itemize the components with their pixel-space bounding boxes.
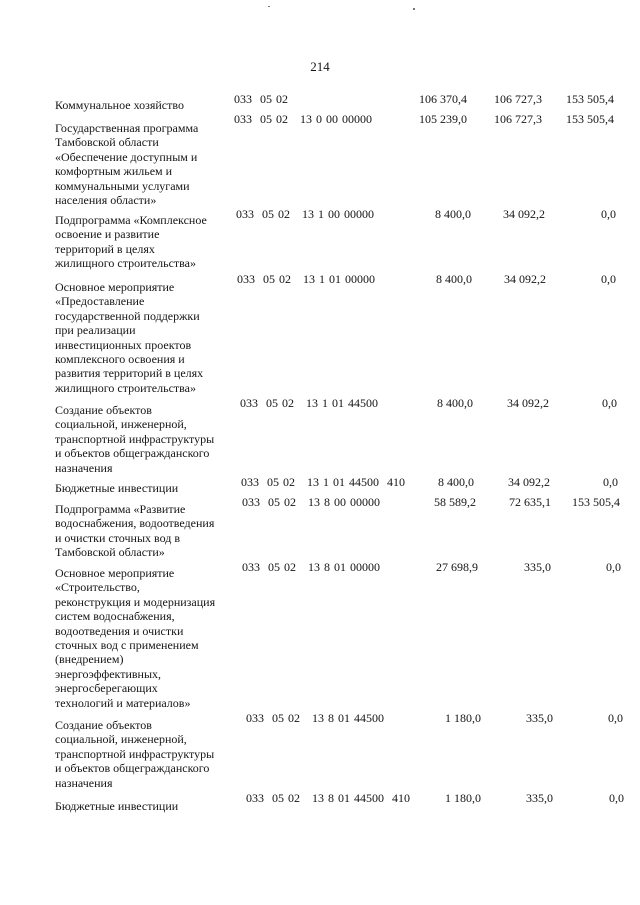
amount-col-3: 0,0	[601, 272, 616, 286]
scan-speck	[268, 6, 270, 7]
row-code: 033 05 02	[234, 92, 288, 106]
row-name: Подпрограмма «Развитие водоснабжения, водоотведения и очистки сточных вод в Тамбовской области»	[55, 502, 215, 560]
amount-col-1: 8 400,0	[436, 272, 472, 286]
row-name: Создание объектов социальной, инженерной, транспортной инфраструктуры и объектов общегражданского назначения	[55, 403, 215, 475]
row-name: Государственная программа Тамбовской области «Обеспечение доступным и комфортным жильем и коммунальными услугами населения области»	[55, 121, 199, 208]
row-code: 033 05 02 13 1 01 44500 410	[241, 475, 405, 489]
row-name: Основное мероприятие «Предоставление государственной поддержки при реализации инвестиционных проектов комплексного освоения и развития территорий в целях жилищного строительства»	[55, 280, 204, 395]
amount-col-2: 34 092,2	[507, 396, 549, 410]
amount-col-1: 8 400,0	[437, 396, 473, 410]
row-name: Коммунальное хозяйство	[55, 98, 184, 112]
amount-col-1: 105 239,0	[419, 112, 467, 126]
amount-col-1: 58 589,2	[434, 495, 476, 509]
row-name: Бюджетные инвестиции	[55, 481, 179, 495]
amount-col-3: 153 505,4	[572, 495, 620, 509]
amount-col-3: 0,0	[602, 396, 617, 410]
amount-col-1: 1 180,0	[445, 711, 481, 725]
amount-col-3: 0,0	[603, 475, 618, 489]
amount-col-1: 1 180,0	[445, 791, 481, 805]
amount-col-1: 27 698,9	[436, 560, 478, 574]
row-code: 033 05 02 13 1 00 00000	[236, 207, 374, 221]
amount-col-2: 335,0	[524, 560, 551, 574]
page-number: 214	[310, 59, 330, 74]
row-code: 033 05 02 13 8 01 44500 410	[246, 791, 410, 805]
amount-col-2: 72 635,1	[509, 495, 551, 509]
amount-col-2: 34 092,2	[503, 207, 545, 221]
row-code: 033 05 02 13 8 01 44500	[246, 711, 384, 725]
amount-col-3: 153 505,4	[566, 92, 614, 106]
amount-col-2: 106 727,3	[494, 92, 542, 106]
amount-col-2: 34 092,2	[504, 272, 546, 286]
row-name: Бюджетные инвестиции	[55, 799, 179, 813]
amount-col-2: 335,0	[526, 711, 553, 725]
amount-col-1: 8 400,0	[438, 475, 474, 489]
scan-speck	[413, 8, 415, 10]
amount-col-2: 34 092,2	[508, 475, 550, 489]
amount-col-2: 335,0	[526, 791, 553, 805]
amount-col-3: 153 505,4	[566, 112, 614, 126]
row-code: 033 05 02 13 1 01 44500	[240, 396, 378, 410]
row-name: Создание объектов социальной, инженерной, транспортной инфраструктуры и объектов общегражданского назначения	[55, 718, 215, 790]
row-code: 033 05 02 13 1 01 00000	[237, 272, 375, 286]
amount-col-1: 106 370,4	[419, 92, 467, 106]
row-name: Подпрограмма «Комплексное освоение и развитие территорий в целях жилищного строительства»	[55, 213, 207, 271]
amount-col-3: 0,0	[601, 207, 616, 221]
row-code: 033 05 02 13 8 00 00000	[242, 495, 380, 509]
amount-col-3: 0,0	[606, 560, 621, 574]
amount-col-2: 106 727,3	[494, 112, 542, 126]
amount-col-3: 0,0	[609, 791, 624, 805]
row-code: 033 05 02 13 8 01 00000	[242, 560, 380, 574]
amount-col-1: 8 400,0	[435, 207, 471, 221]
row-code: 033 05 02 13 0 00 00000	[234, 112, 372, 126]
amount-col-3: 0,0	[608, 711, 623, 725]
row-name: Основное мероприятие «Строительство, реконструкция и модернизация систем водоснабжения, водоотведения и очистки сточных вод с применением (внедрением) энергоэффективных, энергосберегающих технологий и материалов»	[55, 566, 216, 710]
